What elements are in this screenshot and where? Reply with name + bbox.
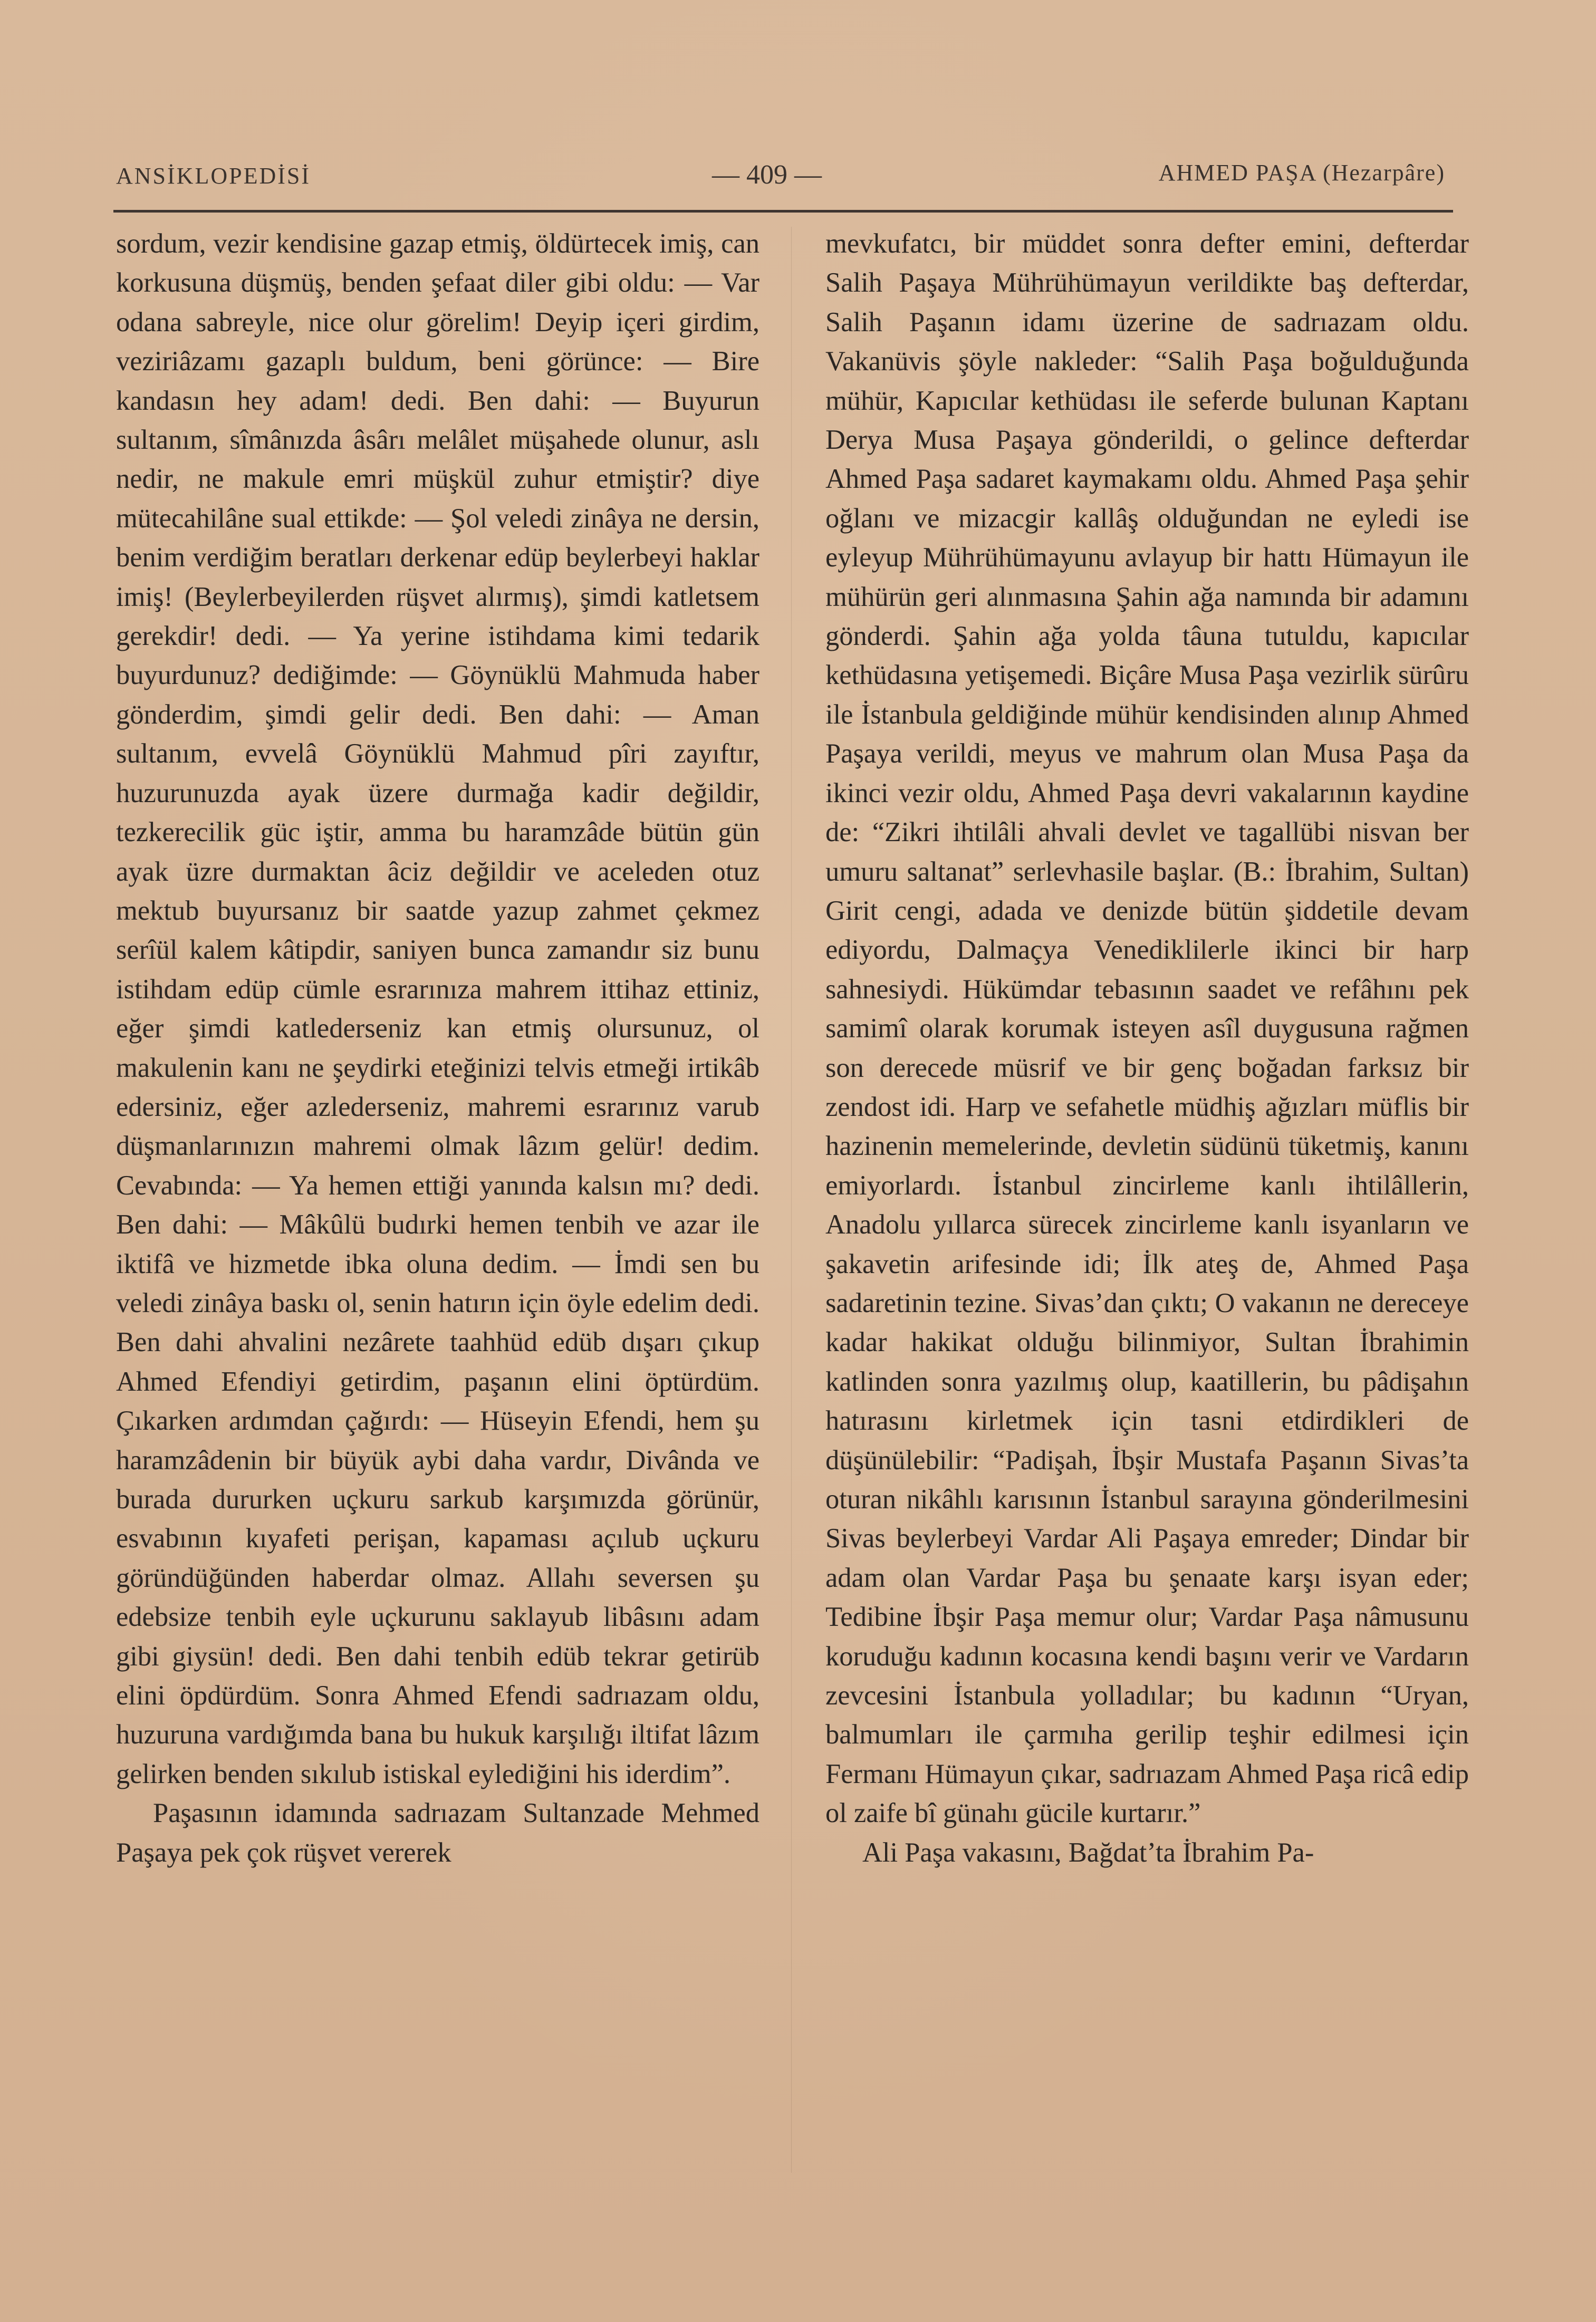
left-paragraph-2: Paşasının idamında sadrıazam Sultanzade Mehmed Paşaya pek çok rüşvet vererek bbox=[116, 1798, 759, 1868]
right-column bbox=[825, 224, 1469, 2175]
left-paragraph-1: sordum, vezir kendisine gazap etmiş, öldürtecek imiş, can korkusuna düşmüş, benden şefaat diler gibi oldu: — Var odana sabreyle, nice olur görelim! Deyip içeri girdim, veziriâzamı gazaplı buldum, beni görünce: — Bire kandasın hey adam! dedi. Ben dahi: — Buyurun sultanım, sîmânızda âsârı melâlet müşahede olunur, aslı nedir, ne makule emri müşkül zuhur etmiştir? diye mütecahilâne sual ettikde: — Şol veledi zinâya ne dersin, benim verdiğim beratları derkenar edüp beylerbeyi haklar imiş! (Beylerbeyilerden rüşvet alırmış), şimdi katletsem gerekdir! dedi. — Ya yerine istihdama kimi tedarik buyurdunuz? dediğimde: — Göynüklü Mahmuda haber gönderdim, şimdi gelir dedi. Ben dahi: — Aman sultanım, evvelâ Göynüklü Mahmud pîri zayıftır, huzurunuzda ayak üzere durmağa kadir değildir, tezkerecilik güc iştir, amma bu haramzâde bütün gün ayak üzre durmaktan âciz değildir ve aceleden otuz mektub buyursanız bir saatde yazup zahmet çekmez serîül kalem kâtipdir, saniyen bunca zamandır siz bunu istihdam edüp cümle esrarınıza mahrem ittihaz ettiniz, eğer şimdi katlederseniz kan etmiş olursunuz, ol makulenin kanı ne şeydirki eteğinizi telvis etmeği irtikâb edersiniz, eğer azlederseniz, mahremi esrarınız varub düşmanlarınızın mahremi olmak lâzım gelür! dedim. Cevabında: — Ya hemen ettiği yanında kalsın mı? dedi. Ben dahi: — Mâkûlü budırki hemen tenbih ve azar ile iktifâ ve hizmetde ibka oluna dedim. — İmdi sen bu veledi zinâya baskı ol, senin hatırın için öyle edelim dedi. Ben dahi ahvalini nezârete taahhüd edüb dışarı çıkup Ahmed Efendiyi getirdim, paşanın elini öptürdüm. Çıkarken ardımdan çağırdı: — Hüseyin Efendi, hem şu haramzâdenin bir büyük aybi daha vardır, Divânda ve burada dururken uçkuru sarkub karşımızda görünür, esvabının kıyafeti perişan, kapaması açılub uçkuru göründüğünden haberdar olmaz. Allahı seversen şu edebsize tenbih eyle uçkurunu saklayub libâsını adam gibi giysün! dedi. Ben dahi tenbih edüb tekrar getirüb elini öpdürdüm. Sonra Ahmed Efendi sadrıazam oldu, huzuruna vardığımda bana bu hukuk karşılığı iltifat lâzım gelirken benden sıkılub istiskal eylediğini his iderdim”. bbox=[116, 228, 759, 1789]
right-paragraph-2: Ali Paşa vakasını, Bağdat’ta İbrahim Pa- bbox=[862, 1837, 1314, 1868]
page-number: — 409 — bbox=[712, 160, 822, 190]
page-header bbox=[111, 153, 1450, 195]
column-gutter bbox=[791, 227, 792, 2173]
right-paragraph-1: mevkufatcı, bir müddet sonra defter emini, defterdar Salih Paşaya Mührühümayun verildikte baş defterdar, Salih Paşanın idamı üzerine de sadrıazam oldu. Vakanüvis şöyle nakleder: “Salih Paşa boğulduğunda mühür, Kapıcılar kethüdası ile seferde bulunan Kaptanı Derya Musa Paşaya gönderildi, o gelince defterdar Ahmed Paşa sadaret kaymakamı oldu. Ahmed Paşa şehir oğlanı ve mizacgir kallâş olduğundan ne eyledi ise eyleyup Mührühümayunu avlayup bir hattı Hümayun ile mühürün geri alınmasına Şahin ağa namında bir adamını gönderdi. Şahin ağa yolda tâuna tutuldu, kapıcılar kethüdasına yetişemedi. Biçâre Musa Paşa vezirlik sürûru ile İstanbula geldiğinde mühür kendisinden alınıp Ahmed Paşaya verildi, meyus ve mahrum olan Musa Paşa da ikinci vezir oldu, Ahmed Paşa devri vakalarının kaydine de: “Zikri ihtilâli ahvali devlet ve tagallübi nisvan ber umuru saltanat” serlevhasile başlar. (B.: İbrahim, Sultan) Girit cengi, adada ve denizde bütün şiddetile devam ediyordu, Dalmaçya Venediklilerle ikinci bir harp sahnesiydi. Hükümdar tebasının saadet ve refâhını pek samimî olarak korumak isteyen asîl duygusuna rağmen son derecede müsrif ve bir genç boğadan farksız bir zendost idi. Harp ve sefahetle müdhiş ağızları müflis bir hazinenin memelerinde, devletin südünü tüketmiş, kanını emiyorlardı. İstanbul zincirleme kanlı ihtilâllerin, Anadolu yıllarca sürecek zincirleme kanlı isyanların ve şakavetin arifesinde idi; İlk ateş de, Ahmed Paşa sadaretinin tezine. Sivas’dan çıktı; O vakanın ne dereceye kadar hakikat olduğu bilinmiyor, Sultan İbrahimin katlinden sonra yazılmış olup, kaatillerin, bu pâdişahın hatırasını kirletmek için tasni etdirdikleri de düşünülebilir: “Padişah, İbşir Mustafa Paşanın Sivas’ta oturan nikâhlı karısının İstanbul sarayına gönderilmesini Sivas beylerbeyi Vardar Ali Paşaya emreder; Dindar bir adam olan Vardar Paşa bu şenaate karşı isyan eder; Tedibine İbşir Paşa memur olur; Vardar Paşa nâmusunu koruduğu kadının kocasına kendi başını verir ve Vardarın zevcesini İstanbula yolladılar; bu kadının “Uryan, balmumları ile çarmıha gerilip teşhir edilmesi için Fermanı Hümayun çıkar, sadrıazam Ahmed Paşa ricâ edip ol zaife bî günahı gücile kurtarır.” bbox=[825, 228, 1469, 1829]
left-column bbox=[116, 224, 759, 2175]
header-rule bbox=[113, 210, 1453, 213]
header-encyclopedia-title: ANSİKLOPEDİSİ bbox=[116, 163, 311, 189]
header-entry-title: AHMED PAŞA (Hezarpâre) bbox=[1158, 160, 1445, 186]
